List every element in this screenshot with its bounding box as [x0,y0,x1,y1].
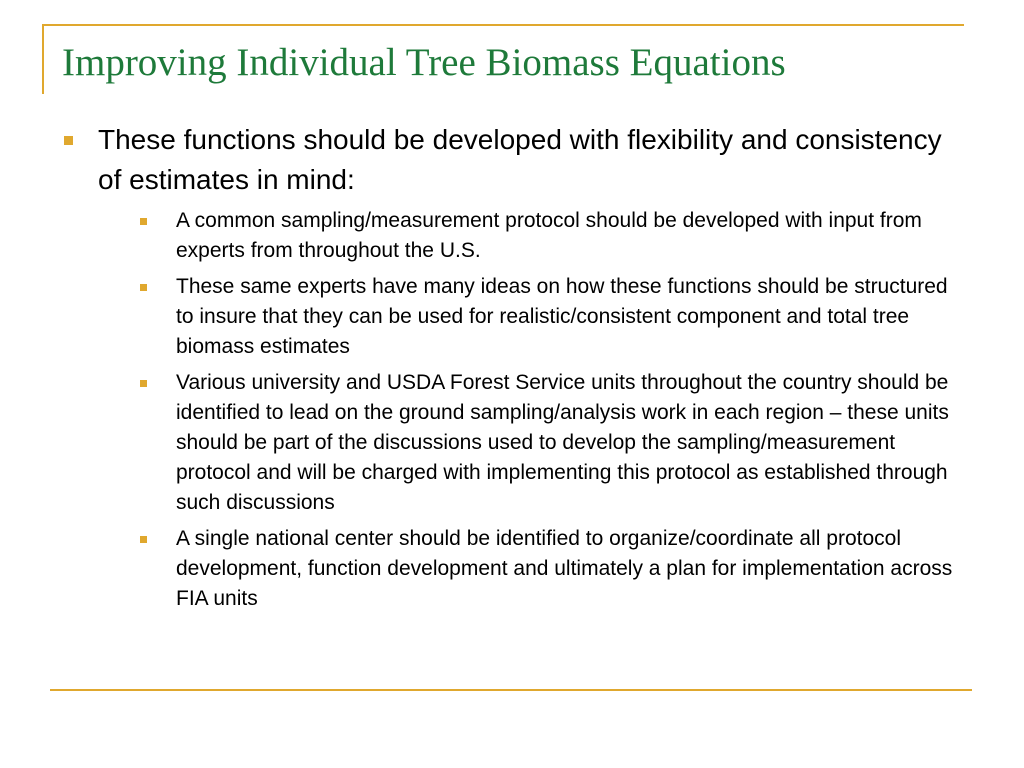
sub-bullet-text: These same experts have many ideas on how these functions should be structured to insure that they can be used for realistic/consistent component and total tree biomass estimates [176,275,948,358]
sub-bullet-item [62,272,962,362]
sub-bullet-item [62,206,962,266]
main-bullet-item [62,120,972,200]
main-bullet-text: These functions should be developed with flexibility and consistency of estimates in mind: [98,124,942,195]
square-bullet-icon [140,218,147,225]
sub-bullet-text: A common sampling/measurement protocol should be developed with input from experts from throughout the U.S. [176,209,922,262]
frame-bottom-rule [50,689,972,691]
square-bullet-icon [140,536,147,543]
sub-bullet-item [62,368,962,518]
square-bullet-icon [64,136,73,145]
square-bullet-icon [140,380,147,387]
sub-bullet-item [62,524,962,614]
sub-bullet-text: Various university and USDA Forest Service units throughout the country should be identified to lead on the ground sampling/analysis work in each region – these units should be part of the discussions used to develop the sampling/measurement protocol and will be charged with implementing this protocol as established through such discussions [176,371,949,514]
frame-left-rule [42,24,44,94]
slide-body [62,120,972,620]
square-bullet-icon [140,284,147,291]
frame-top-rule [42,24,964,26]
sub-bullet-list [62,206,972,614]
sub-bullet-text: A single national center should be identified to organize/coordinate all protocol development, function development and ultimately a plan for implementation across FIA units [176,527,953,610]
slide-title: Improving Individual Tree Biomass Equations [62,41,786,84]
